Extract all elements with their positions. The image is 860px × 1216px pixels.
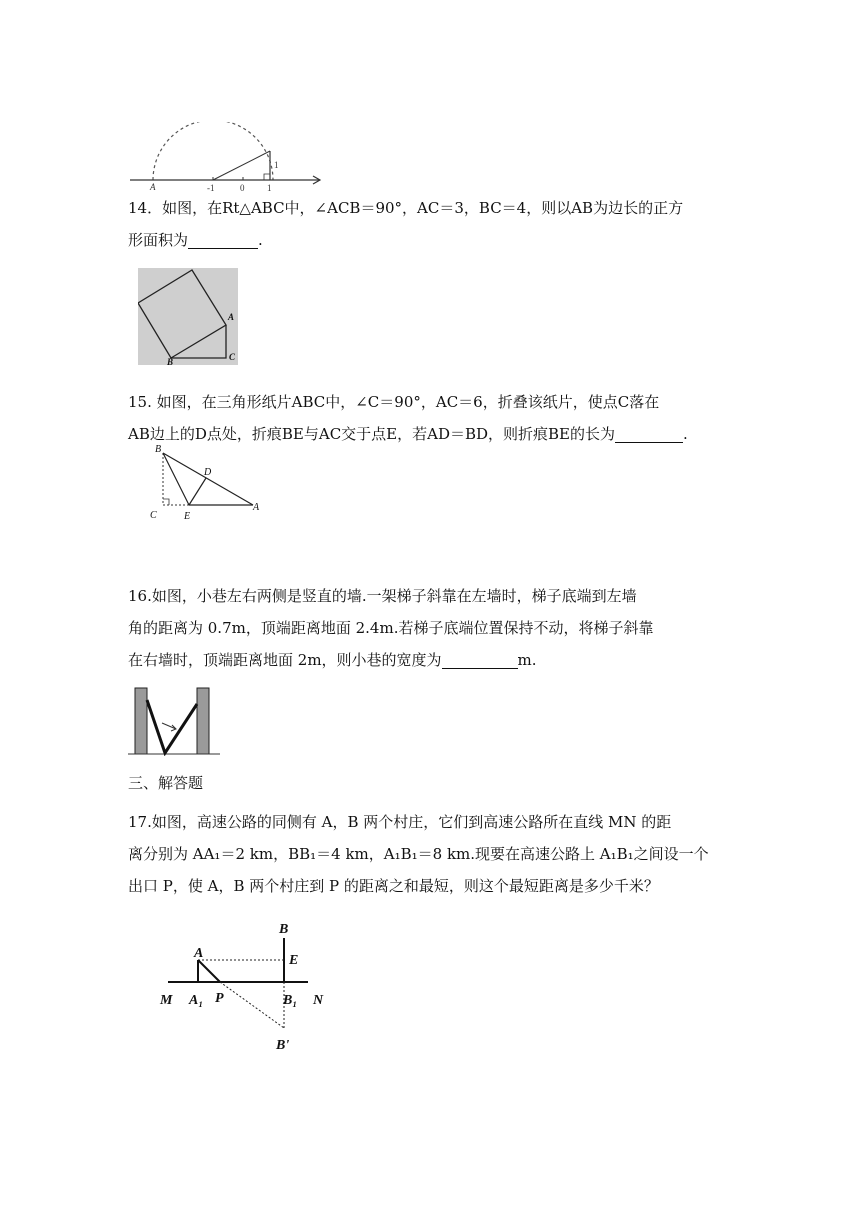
question-17 xyxy=(128,806,748,902)
q16-line3: 在右墙时，顶端距离地面 2m，则小巷的宽度为 xyxy=(128,651,442,669)
q16-unit: m. xyxy=(517,651,537,669)
q17-line2: 离分别为 AA₁＝2 km，BB₁＝4 km，A₁B₁＝8 km.现要在高速公路上 A₁B₁之间设一个 xyxy=(128,845,709,863)
label-vertical-one: 1 xyxy=(274,160,279,170)
label-p: P xyxy=(215,991,224,1006)
label-zero: 0 xyxy=(240,183,245,192)
label-c: C xyxy=(229,352,236,362)
label-a1: A₁ xyxy=(189,993,204,1008)
section-title: 三、解答题 xyxy=(128,774,204,792)
shortest-path-figure xyxy=(158,918,338,1056)
q16-line2: 角的距离为 0.7m，顶端距离地面 2.4m.若梯子底端位置保持不动，将梯子斜靠 xyxy=(128,619,654,637)
question-15 xyxy=(128,386,748,450)
label-m: M xyxy=(160,993,173,1008)
answer-blank-15[interactable] xyxy=(615,424,683,443)
answer-blank-16[interactable] xyxy=(442,650,518,669)
q14-period: . xyxy=(258,231,263,249)
number-line-figure xyxy=(125,122,325,192)
q14-line2: 形面积为 xyxy=(128,231,189,249)
alley-ladder-figure xyxy=(128,686,223,756)
q15-line1: 15. 如图，在三角形纸片ABC中，∠C＝90°，AC＝6，折叠该纸片，使点C落在 xyxy=(128,393,660,411)
label-minus-one: -1 xyxy=(207,183,215,192)
label-b1: B₁ xyxy=(283,993,298,1008)
label-one: 1 xyxy=(267,183,272,192)
label-b: B xyxy=(167,357,174,365)
label-b-prime: B' xyxy=(276,1038,290,1053)
label-c: C xyxy=(150,510,157,521)
question-16 xyxy=(128,580,748,676)
q15-period: . xyxy=(683,425,688,443)
q17-line3: 出口 P，使 A，B 两个村庄到 P 的距离之和最短，则这个最短距离是多少千米？ xyxy=(128,877,659,895)
answer-blank-14[interactable] xyxy=(188,230,258,249)
label-a: A xyxy=(253,502,260,513)
q17-line1: 17.如图，高速公路的同侧有 A，B 两个村庄，它们到高速公路所在直线 MN 的距 xyxy=(128,813,672,831)
label-a: A xyxy=(194,946,204,961)
label-e: E xyxy=(289,953,299,968)
label-a: A xyxy=(228,312,235,322)
label-d: D xyxy=(204,467,212,478)
question-14 xyxy=(128,192,748,256)
folded-triangle-figure xyxy=(148,442,268,522)
q16-line1: 16.如图，小巷左右两侧是竖直的墙.一架梯子斜靠在左墙时，梯子底端到左墙 xyxy=(128,587,637,605)
square-triangle-figure xyxy=(138,268,238,365)
label-a: A xyxy=(150,182,156,192)
label-b: B xyxy=(279,922,289,937)
label-e: E xyxy=(184,511,191,522)
label-n: N xyxy=(313,993,324,1008)
label-b: B xyxy=(155,444,162,455)
q15-line2: AB边上的D点处，折痕BE与AC交于点E，若AD＝BD，则折痕BE的长为 xyxy=(128,425,615,443)
q14-line1: 14．如图，在Rt△ABC中，∠ACB＝90°，AC＝3，BC＝4，则以AB为边长的正方 xyxy=(128,199,684,217)
